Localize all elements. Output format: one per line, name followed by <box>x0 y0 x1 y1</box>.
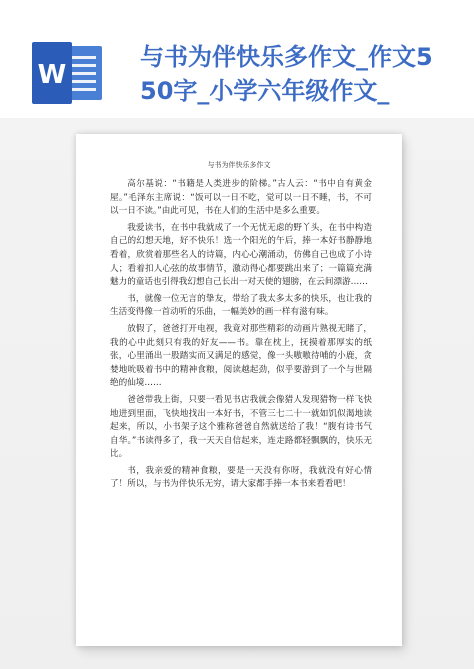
header <box>0 0 474 130</box>
paragraph-4: 放假了，爸爸打开电视，我竟对那些精彩的动画片熟视无睹了，我的心中此刻只有我的好友——书。靠在枕上，抚摸着那厚实的纸张，心里涌出一股踏实而又满足的感觉，像一头嗷嗷待哺的小鹿，贪婪地吮吸着书中的精神食粮，阅读越起劲，似乎要游到了一个与世隔绝的仙境…… <box>110 323 372 389</box>
paragraph-6: 书，我亲爱的精神食粮，要是一天没有你呀，我就没有好心情了！所以，与书为伴快乐无穷，请大家都手捧一本书来看看吧！ <box>110 465 372 490</box>
paragraph-1: 高尔基说：“书籍是人类进步的阶梯。”古人云：“书中自有黄金屋。”毛泽东主席说：“饭可以一日不吃，觉可以一日不睡，书，不可以一日不读。”由此可见，书在人们的生活中是多么重要。 <box>110 179 372 217</box>
document-page <box>76 134 402 646</box>
page-title: 与书为伴快乐多作文_作文5 50字_小学六年级作文_ <box>140 43 433 105</box>
document-title: 与书为伴快乐多作文 <box>207 161 271 169</box>
paragraph-2: 我爱读书，在书中我就成了一个无忧无虑的野丫头，在书中构造自己的幻想天地，好不快乐！选一个阳光的午后，捧一本好书静静地看着，欣赏着那些名人的诗篇，内心心潮涌动，仿佛自己也成了小诗人；看着扣人心弦的故事情节，激动得心都要跳出来了；一篇篇充满魅力的童话也引得我幻想自己长出一对天使的翅膀，在云间漂游…… <box>110 222 372 288</box>
svg-text:W: W <box>37 60 67 90</box>
word-doc-icon <box>30 42 104 104</box>
paragraph-5: 爸爸带我上街，只要一看见书店我就会像猎人发现猎物一样飞快地进到里面，飞快地找出一本好书，不管三七二十一就如饥似渴地读起来，所以，小书架子这个雅称爸爸自然就送给了我！“腹有诗书气自华。”书读得多了，我一天天自信起来，连走路都轻飘飘的，快乐无比。 <box>110 394 372 460</box>
document-body <box>110 178 372 495</box>
paragraph-3: 书，就像一位无言的挚友，带给了我太多太多的快乐，也让我的生活变得像一首动听的乐曲，一幅美妙的画一样有滋有味。 <box>110 293 372 318</box>
